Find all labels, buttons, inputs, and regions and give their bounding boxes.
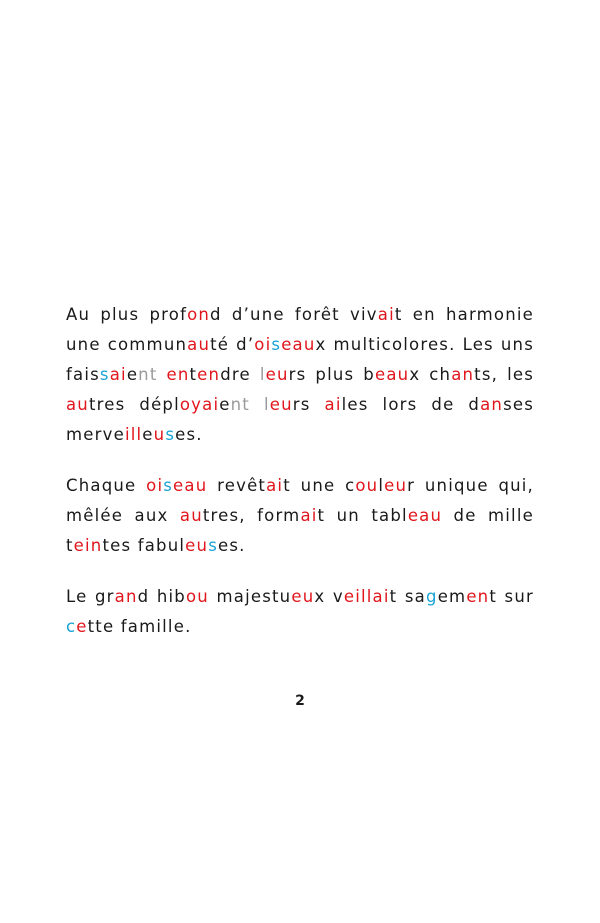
text-segment: ai <box>377 305 395 324</box>
text-segment: eillai <box>343 587 390 606</box>
text-segment: d d’une forêt viv <box>210 305 378 324</box>
text-segment: ou <box>185 587 209 606</box>
text-segment: e <box>76 617 88 636</box>
text-segment: au <box>179 506 203 525</box>
text-segment: les lors de d <box>341 395 481 414</box>
text-segment: eau <box>407 506 443 525</box>
text-segment: Le gr <box>66 587 115 606</box>
paragraph-1 <box>66 300 534 450</box>
text-segment: e <box>219 395 231 414</box>
paragraph-2 <box>66 471 534 561</box>
text-segment: ill <box>124 425 143 444</box>
text-segment: u <box>153 425 166 444</box>
story-text <box>66 300 534 663</box>
text-segment: Chaque <box>66 476 147 495</box>
text-segment: l <box>378 476 385 495</box>
text-segment: oi <box>254 335 272 354</box>
text-segment: eu <box>269 395 293 414</box>
text-segment: ses merve <box>66 395 535 444</box>
text-segment: en <box>466 587 490 606</box>
text-segment: e <box>126 365 139 384</box>
text-segment: tte famille. <box>87 617 192 636</box>
text-segment: t une c <box>283 476 356 495</box>
text-segment: l <box>259 365 266 384</box>
text-segment: s <box>271 335 282 354</box>
text-segment: ts, les <box>474 365 534 384</box>
text-segment: nt <box>230 395 250 414</box>
text-segment <box>250 395 264 414</box>
text-segment: eu <box>265 365 289 384</box>
text-segment: ai <box>324 395 342 414</box>
page-number: 2 <box>295 693 305 709</box>
text-segment: s <box>208 536 218 555</box>
text-segment: revêt <box>207 476 267 495</box>
text-segment: oyai <box>179 395 220 414</box>
text-segment: d hib <box>137 587 186 606</box>
text-segment: tes fabul <box>102 536 186 555</box>
text-segment: ein <box>73 536 103 555</box>
text-segment: tres, form <box>202 506 301 525</box>
text-segment: em <box>437 587 467 606</box>
text-segment: eu <box>185 536 209 555</box>
text-segment: dre <box>220 365 260 384</box>
text-segment: on <box>187 305 211 324</box>
text-segment: es. <box>175 425 203 444</box>
text-segment: t <box>189 365 198 384</box>
text-segment: eu <box>384 476 408 495</box>
text-segment: x ch <box>409 365 452 384</box>
text-segment: eau <box>173 476 208 495</box>
text-segment: eau <box>281 335 316 354</box>
text-segment: t sa <box>389 587 426 606</box>
text-segment: ai <box>266 476 284 495</box>
text-segment: oi <box>146 476 164 495</box>
text-segment: x multicolores. Les uns fais <box>66 335 534 384</box>
text-segment: c <box>66 617 77 636</box>
text-segment: t en harmonie une commun <box>66 305 535 354</box>
text-segment: nt <box>138 365 158 384</box>
text-segment: x v <box>314 587 344 606</box>
text-segment: Au plus prof <box>66 305 188 324</box>
text-segment: t sur <box>489 587 534 606</box>
text-segment: tres dépl <box>88 395 180 414</box>
text-segment: en <box>197 365 221 384</box>
text-segment: au <box>187 335 211 354</box>
text-segment: r unique qui, mêlée aux <box>66 476 535 525</box>
text-segment: an <box>480 395 504 414</box>
text-segment: s <box>99 365 110 384</box>
text-segment: e <box>142 425 154 444</box>
text-segment: majestu <box>208 587 292 606</box>
text-segment: rs <box>292 395 325 414</box>
text-segment: g <box>426 587 438 606</box>
text-segment: s <box>163 476 174 495</box>
text-segment: es. <box>217 536 246 555</box>
text-segment: rs plus b <box>288 365 375 384</box>
text-segment: t un tabl <box>317 506 408 525</box>
text-segment: ai <box>300 506 318 525</box>
text-segment: s <box>165 425 176 444</box>
text-segment: en <box>166 365 190 384</box>
text-segment: l <box>263 395 270 414</box>
text-segment: té d’ <box>210 335 255 354</box>
text-segment: ou <box>355 476 379 495</box>
paragraph-3 <box>66 582 534 642</box>
text-segment: an <box>114 587 138 606</box>
text-segment: ai <box>109 365 127 384</box>
text-segment: eu <box>291 587 315 606</box>
text-segment: de mille t <box>66 506 534 555</box>
text-segment: eau <box>374 365 410 384</box>
text-segment: an <box>451 365 475 384</box>
text-segment: au <box>66 395 89 414</box>
